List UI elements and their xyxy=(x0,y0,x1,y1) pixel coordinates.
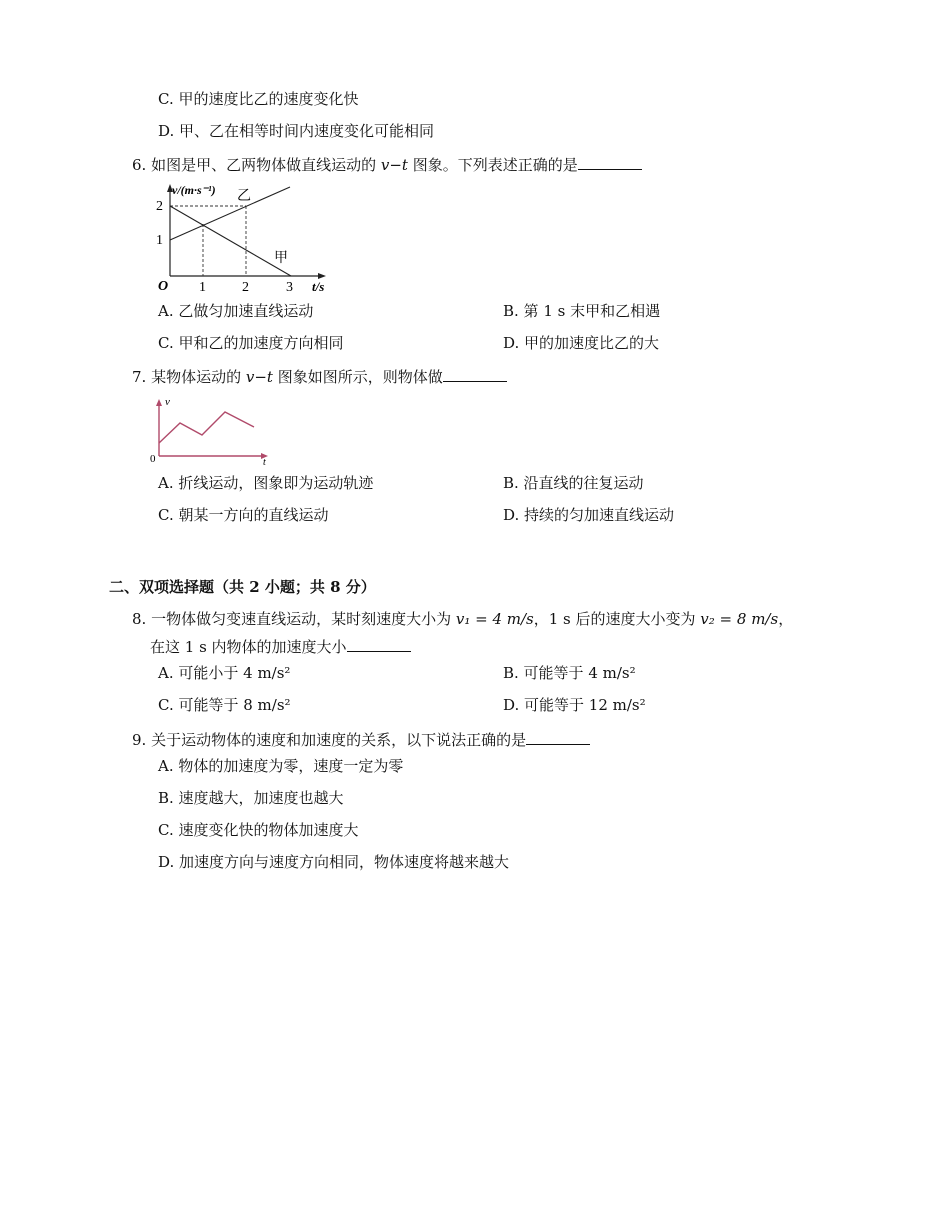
q6-xtick-1: 1 xyxy=(199,280,206,295)
q8-option-c: C. 可能等于 8 m/s² xyxy=(158,696,291,714)
q6-line-jia xyxy=(170,206,291,276)
q6-xlabel: t/s xyxy=(312,279,325,294)
q6-ylabel: v/(m·s⁻¹) xyxy=(172,183,216,197)
q7-stem xyxy=(132,366,507,387)
q8-line1-c: ， xyxy=(778,610,794,628)
q8-stem-line1 xyxy=(132,609,793,629)
q9-option-c: C. 速度变化快的物体加速度大 xyxy=(158,821,359,839)
q5-option-c: C. 甲的速度比乙的速度变化快 xyxy=(158,90,359,108)
q6-label-yi: 乙 xyxy=(237,189,251,204)
q6-stem-before: 6. 如图是甲、乙两物体做直线运动的 xyxy=(132,156,381,174)
q7-ylabel: v xyxy=(165,396,170,408)
q6-ytick-2: 2 xyxy=(156,199,163,214)
q6-option-a: A. 乙做匀加速直线运动 xyxy=(158,302,314,320)
q6-stem-after: 图象。下列表述正确的是 xyxy=(407,156,578,174)
q6-stem-math: v−t xyxy=(380,156,408,174)
q7-stem-after: 图象如图所示，则物体做 xyxy=(272,368,443,386)
q8-answer-blank xyxy=(347,636,411,652)
q6-origin: O xyxy=(158,279,169,294)
q8-v2: v₂ = 8 m/s xyxy=(700,610,779,628)
q8-line1-b: ，1 s 后的速度大小变为 xyxy=(533,610,701,628)
q9-answer-blank xyxy=(526,729,590,745)
q7-answer-blank xyxy=(443,366,507,382)
q6-xtick-2: 2 xyxy=(242,280,249,295)
q9-stem xyxy=(132,729,590,750)
q7-stem-math: v−t xyxy=(245,368,273,386)
q8-line2: 在这 1 s 内物体的加速度大小 xyxy=(150,638,347,656)
q6-label-jia: 甲 xyxy=(274,251,288,266)
q7-option-c: C. 朝某一方向的直线运动 xyxy=(158,506,329,524)
q7-xlabel: t xyxy=(263,457,266,466)
q8-stem-line2 xyxy=(150,636,411,657)
q9-option-b: B. 速度越大，加速度也越大 xyxy=(158,789,344,807)
q9-stem-text: 9. 关于运动物体的速度和加速度的关系，以下说法正确的是 xyxy=(132,731,527,749)
q8-option-a: A. 可能小于 4 m/s² xyxy=(158,664,291,682)
q6-vt-graph xyxy=(150,180,340,295)
q6-option-c: C. 甲和乙的加速度方向相同 xyxy=(158,334,344,352)
q8-line1-a: 8. 一物体做匀变速直线运动，某时刻速度大小为 xyxy=(132,610,456,628)
section2-title: 二、双项选择题（共 2 小题；共 8 分） xyxy=(109,578,376,596)
q7-option-a: A. 折线运动，图象即为运动轨迹 xyxy=(158,474,374,492)
q7-option-b: B. 沿直线的往复运动 xyxy=(503,474,644,492)
q7-vt-graph xyxy=(150,394,275,466)
q7-origin: 0 xyxy=(150,453,156,465)
q5-option-d: D. 甲、乙在相等时间内速度变化可能相同 xyxy=(158,122,435,140)
q7-stem-before: 7. 某物体运动的 xyxy=(132,368,246,386)
q6-ytick-1: 1 xyxy=(156,233,163,248)
q7-option-d: D. 持续的匀加速直线运动 xyxy=(503,506,675,524)
q9-option-a: A. 物体的加速度为零，速度一定为零 xyxy=(158,757,404,775)
q6-option-d: D. 甲的加速度比乙的大 xyxy=(503,334,660,352)
q6-xtick-3: 3 xyxy=(286,280,293,295)
q7-y-arrow xyxy=(156,399,162,406)
q8-v1: v₁ = 4 m/s xyxy=(455,610,534,628)
q9-option-d: D. 加速度方向与速度方向相同，物体速度将越来越大 xyxy=(158,853,510,871)
q8-option-d: D. 可能等于 12 m/s² xyxy=(503,696,646,714)
q6-option-b: B. 第 1 s 末甲和乙相遇 xyxy=(503,302,661,320)
q6-stem xyxy=(132,154,642,175)
q6-answer-blank xyxy=(578,154,642,170)
q8-option-b: B. 可能等于 4 m/s² xyxy=(503,664,636,682)
q7-vt-curve xyxy=(159,412,254,443)
